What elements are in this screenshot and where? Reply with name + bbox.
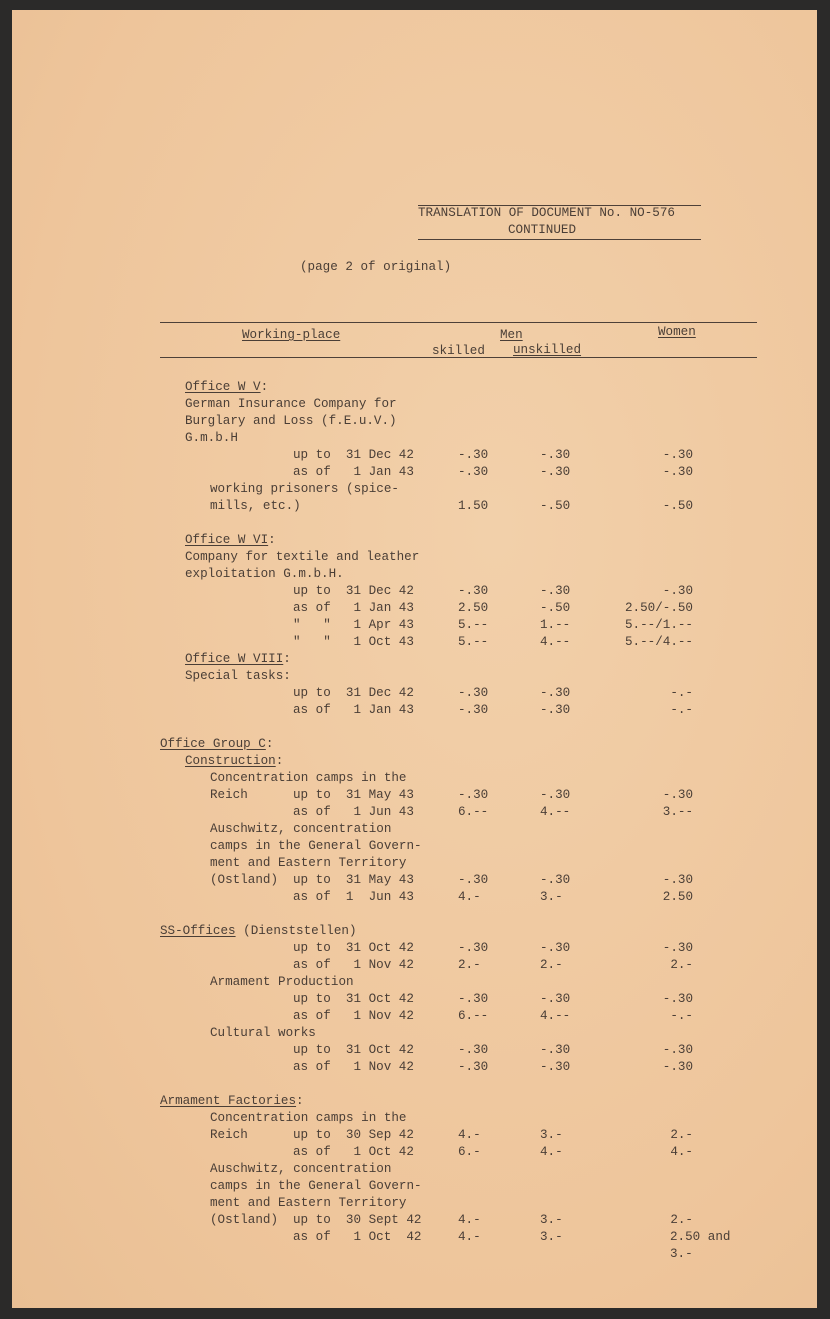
row-text: Concentration camps in the (210, 771, 407, 785)
table-row (0, 940, 830, 957)
row-label (210, 770, 407, 787)
document-title: TRANSLATION OF DOCUMENT No. NO-576 (418, 206, 675, 220)
table-row (0, 1246, 830, 1263)
row-date: up to 31 Oct 42 (293, 992, 414, 1006)
row-label (210, 1178, 422, 1195)
title-rule-bottom (418, 239, 701, 240)
table-row (0, 549, 830, 566)
table-row (0, 838, 830, 855)
women-value: 3.- (670, 1247, 693, 1261)
table-row (0, 532, 830, 549)
table-row (0, 413, 830, 430)
row-text: ment and Eastern Territory (210, 856, 407, 870)
continued-label: CONTINUED (508, 223, 577, 237)
row-date: as of 1 Nov 42 (293, 1060, 414, 1074)
row-text: : (268, 533, 276, 547)
header-unskilled: unskilled (513, 343, 582, 357)
table-row (0, 1127, 830, 1144)
skilled-value: -.30 (458, 703, 489, 717)
skilled-value: -.30 (458, 992, 489, 1006)
women-value: -.- (670, 1009, 693, 1023)
row-label (210, 481, 399, 498)
women-value: -.- (670, 686, 693, 700)
section-heading: Armament Factories (160, 1094, 297, 1108)
header-women: Women (658, 325, 696, 339)
unskilled-value: -.30 (540, 1043, 571, 1057)
women-value: -.30 (662, 873, 693, 887)
row-text: Armament Production (210, 975, 354, 989)
section-heading: Office W VIII (185, 652, 284, 666)
row-date: as of 1 Jan 43 (293, 601, 414, 615)
page-note: (page 2 of original) (300, 260, 452, 274)
skilled-value: 5.-- (458, 635, 489, 649)
row-text: camps in the General Govern- (210, 839, 422, 853)
women-value: 2.- (670, 1213, 693, 1227)
skilled-value: 6.- (458, 1145, 481, 1159)
table-row (0, 804, 830, 821)
skilled-value: -.30 (458, 448, 489, 462)
table-row (0, 396, 830, 413)
row-date: as of 1 Jun 43 (293, 890, 414, 904)
women-value: 2.50 and (670, 1230, 731, 1244)
table-row (0, 872, 830, 889)
row-text: Company for textile and leather (185, 550, 420, 564)
row-label (185, 668, 291, 685)
row-label (185, 753, 283, 770)
unskilled-value: -.30 (540, 873, 571, 887)
skilled-value: 1.50 (458, 499, 489, 513)
table-row (0, 991, 830, 1008)
skilled-value: 4.- (458, 1213, 481, 1227)
table-row (0, 464, 830, 481)
skilled-value: 6.-- (458, 1009, 489, 1023)
row-date: as of 1 Oct 42 (293, 1145, 414, 1159)
table-row (0, 787, 830, 804)
row-date: up to 31 Dec 42 (293, 584, 414, 598)
unskilled-value: 4.-- (540, 635, 571, 649)
row-text: German Insurance Company for (185, 397, 397, 411)
table-row (0, 1144, 830, 1161)
header-men: Men (500, 328, 523, 342)
women-value: -.30 (662, 941, 693, 955)
women-value: 5.--/4.-- (624, 635, 693, 649)
row-date: up to 31 Oct 42 (293, 941, 414, 955)
row-text: (Dienststellen) (235, 924, 357, 938)
header-skilled: skilled (432, 344, 485, 358)
row-label (160, 1093, 304, 1110)
table-row (0, 1025, 830, 1042)
unskilled-value: -.30 (540, 465, 571, 479)
row-text: Cultural works (210, 1026, 316, 1040)
skilled-value: 4.- (458, 1230, 481, 1244)
skilled-value: -.30 (458, 686, 489, 700)
skilled-value: -.30 (458, 465, 489, 479)
women-value: -.30 (662, 1060, 693, 1074)
row-label (210, 1212, 278, 1229)
unskilled-value: -.30 (540, 992, 571, 1006)
unskilled-value: -.30 (540, 686, 571, 700)
unskilled-value: -.50 (540, 499, 571, 513)
row-text: (Ostland) (210, 873, 279, 887)
table-row (0, 668, 830, 685)
row-label (185, 532, 276, 549)
women-value: 2.50/-.50 (624, 601, 693, 615)
table-row (0, 1110, 830, 1127)
row-label (160, 736, 273, 753)
table-row (0, 1161, 830, 1178)
table-row (0, 957, 830, 974)
row-label (210, 872, 278, 889)
unskilled-value: -.50 (540, 601, 571, 615)
row-label (210, 1110, 407, 1127)
row-date: up to 31 May 43 (293, 873, 414, 887)
unskilled-value: 2.- (540, 958, 563, 972)
women-value: -.30 (662, 448, 693, 462)
table-row (0, 1212, 830, 1229)
table-row (0, 974, 830, 991)
row-date: up to 31 Dec 42 (293, 686, 414, 700)
row-label (210, 838, 422, 855)
row-date: " " 1 Apr 43 (293, 618, 414, 632)
row-label (185, 566, 344, 583)
table-row (0, 447, 830, 464)
row-date: up to 31 Dec 42 (293, 448, 414, 462)
table-rule-top (160, 322, 757, 323)
table-row (0, 736, 830, 753)
row-date: as of 1 Jan 43 (293, 465, 414, 479)
table-row (0, 685, 830, 702)
row-text: Auschwitz, concentration (210, 1162, 392, 1176)
table-row (0, 1178, 830, 1195)
row-text: Reich (210, 788, 248, 802)
section-heading: Office W VI (185, 533, 269, 547)
women-value: 2.50 (662, 890, 693, 904)
table-row (0, 583, 830, 600)
row-label (210, 1195, 407, 1212)
women-value: 4.- (670, 1145, 693, 1159)
row-label (210, 821, 391, 838)
row-text: Reich (210, 1128, 248, 1142)
row-label (210, 855, 407, 872)
unskilled-value: 3.- (540, 1128, 563, 1142)
unskilled-value: 3.- (540, 890, 563, 904)
skilled-value: 6.-- (458, 805, 489, 819)
women-value: -.50 (662, 499, 693, 513)
section-heading: Office W V (185, 380, 261, 394)
table-row (0, 1195, 830, 1212)
table-row (0, 855, 830, 872)
row-text: Special tasks: (185, 669, 291, 683)
row-text: exploitation G.m.b.H. (185, 567, 344, 581)
women-value: -.30 (662, 788, 693, 802)
skilled-value: 2.- (458, 958, 481, 972)
unskilled-value: -.30 (540, 703, 571, 717)
unskilled-value: 4.-- (540, 805, 571, 819)
row-date: up to 30 Sep 42 (293, 1128, 414, 1142)
row-label (210, 974, 354, 991)
unskilled-value: 3.- (540, 1213, 563, 1227)
table-row (0, 379, 830, 396)
row-text: Auschwitz, concentration (210, 822, 392, 836)
table-rule-bottom (160, 357, 757, 358)
table-row (0, 1059, 830, 1076)
table-row (0, 1093, 830, 1110)
section-heading: SS-Offices (160, 924, 236, 938)
skilled-value: 4.- (458, 890, 481, 904)
women-value: 2.- (670, 1128, 693, 1142)
row-text: ment and Eastern Territory (210, 1196, 407, 1210)
row-label (185, 549, 419, 566)
women-value: -.30 (662, 992, 693, 1006)
row-label (185, 413, 397, 430)
row-label (210, 1127, 248, 1144)
skilled-value: -.30 (458, 1043, 489, 1057)
row-text: camps in the General Govern- (210, 1179, 422, 1193)
table-row (0, 753, 830, 770)
skilled-value: -.30 (458, 1060, 489, 1074)
row-label (210, 1025, 316, 1042)
row-label (185, 396, 397, 413)
table-row (0, 600, 830, 617)
row-date: as of 1 Nov 42 (293, 1009, 414, 1023)
row-date: " " 1 Oct 43 (293, 635, 414, 649)
row-label (210, 787, 248, 804)
row-date: up to 31 May 43 (293, 788, 414, 802)
row-date: as of 1 Nov 42 (293, 958, 414, 972)
row-text: (Ostland) (210, 1213, 279, 1227)
row-text: : (265, 737, 274, 751)
row-text: : (275, 754, 284, 768)
section-heading: Office Group C (160, 737, 266, 751)
table-row (0, 702, 830, 719)
women-value: 5.--/1.-- (624, 618, 693, 632)
row-date: as of 1 Oct 42 (293, 1230, 422, 1244)
table-row (0, 498, 830, 515)
unskilled-value: -.30 (540, 448, 571, 462)
unskilled-value: -.30 (540, 584, 571, 598)
table-row (0, 566, 830, 583)
skilled-value: -.30 (458, 941, 489, 955)
skilled-value: 2.50 (458, 601, 489, 615)
row-text: Burglary and Loss (f.E.u.V.) (185, 414, 397, 428)
row-text: mills, etc.) (210, 499, 301, 513)
table-row (0, 430, 830, 447)
row-text: : (296, 1094, 304, 1108)
unskilled-value: 3.- (540, 1230, 563, 1244)
row-text: G.m.b.H (185, 431, 238, 445)
women-value: -.30 (662, 584, 693, 598)
table-row (0, 1229, 830, 1246)
women-value: -.30 (662, 1043, 693, 1057)
women-value: -.30 (662, 465, 693, 479)
row-date: as of 1 Jan 43 (293, 703, 414, 717)
row-label (210, 498, 301, 515)
table-row (0, 821, 830, 838)
table-row (0, 770, 830, 787)
skilled-value: -.30 (458, 873, 489, 887)
table-row (0, 617, 830, 634)
skilled-value: 5.-- (458, 618, 489, 632)
row-label (210, 1161, 391, 1178)
row-text: : (283, 652, 291, 666)
table-row (0, 634, 830, 651)
women-value: 2.- (670, 958, 693, 972)
skilled-value: -.30 (458, 788, 489, 802)
skilled-value: 4.- (458, 1128, 481, 1142)
row-label (160, 923, 357, 940)
women-value: -.- (670, 703, 693, 717)
row-text: : (260, 380, 269, 394)
row-date: as of 1 Jun 43 (293, 805, 414, 819)
unskilled-value: -.30 (540, 788, 571, 802)
skilled-value: -.30 (458, 584, 489, 598)
table-row (0, 923, 830, 940)
row-label (185, 430, 238, 447)
unskilled-value: -.30 (540, 1060, 571, 1074)
row-label (185, 379, 268, 396)
women-value: 3.-- (662, 805, 693, 819)
header-working-place: Working-place (242, 328, 341, 342)
unskilled-value: 4.- (540, 1145, 563, 1159)
unskilled-value: 1.-- (540, 618, 571, 632)
table-row (0, 1042, 830, 1059)
row-text: Concentration camps in the (210, 1111, 407, 1125)
row-label (185, 651, 291, 668)
table-row (0, 1008, 830, 1025)
row-date: up to 31 Oct 42 (293, 1043, 414, 1057)
unskilled-value: -.30 (540, 941, 571, 955)
table-row (0, 481, 830, 498)
unskilled-value: 4.-- (540, 1009, 571, 1023)
section-heading: Construction (185, 754, 276, 768)
row-date: up to 30 Sept 42 (293, 1213, 422, 1227)
table-row (0, 651, 830, 668)
row-text: working prisoners (spice- (210, 482, 399, 496)
table-row (0, 889, 830, 906)
